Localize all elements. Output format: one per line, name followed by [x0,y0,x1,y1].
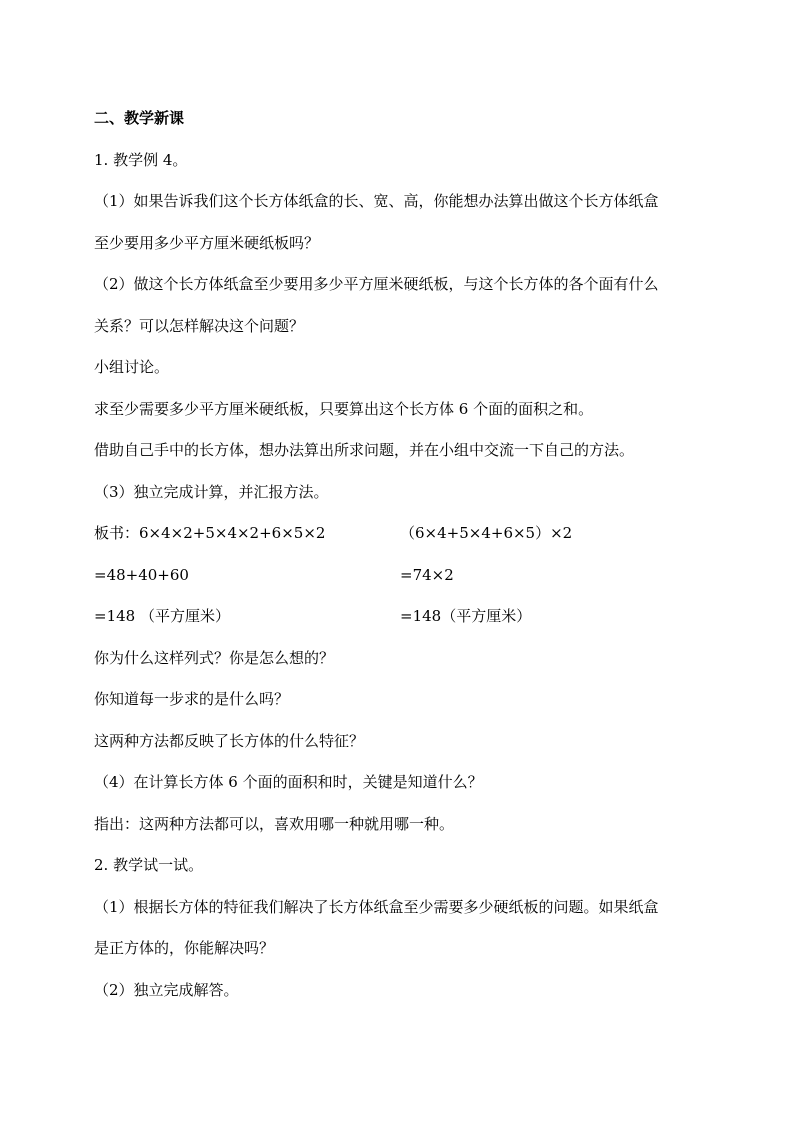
item1-q4: （4）在计算长方体 6 个面的面积和时，关键是知道什么？ [94,773,483,791]
item1-q1-line1: （1）如果告诉我们这个长方体纸盒的长、宽、高，你能想办法算出做这个长方体纸盒 [94,192,659,210]
board-right-line1: （6×4+5×4+6×5）×2 [400,524,573,542]
question-ask1: 你为什么这样列式？你是怎么想的？ [94,649,335,667]
item2-q1-line1: （1）根据长方体的特征我们解决了长方体纸盒至少需要多少硬纸板的问题。如果纸盒 [94,898,659,916]
item1-q1-line2: 至少要用多少平方厘米硬纸板吗？ [94,234,320,252]
board-left-line2: =48+40+60 [94,566,189,584]
board-left-line1: 板书：6×4×2+5×4×2+6×5×2 [94,524,326,542]
point-out: 指出：这两种方法都可以，喜欢用哪一种就用哪一种。 [94,815,455,833]
item2-title: 2. 教学试一试。 [94,856,204,874]
group-discussion: 小组讨论。 [94,358,170,376]
board-left-line3: =148 （平方厘米） [94,607,230,625]
item2-q2: （2）独立完成解答。 [94,981,239,999]
item1-q2-line2: 关系？可以怎样解决这个问题？ [94,317,305,335]
board-right-line3: =148（平方厘米） [400,607,532,625]
item1-q3: （3）独立完成计算，并汇报方法。 [94,483,329,501]
paragraph-2: 借助自己手中的长方体，想办法算出所求问题，并在小组中交流一下自己的方法。 [94,441,635,459]
item1-q2-line1: （2）做这个长方体纸盒至少要用多少平方厘米硬纸板，与这个长方体的各个面有什么 [94,275,659,293]
paragraph-1: 求至少需要多少平方厘米硬纸板，只要算出这个长方体 6 个面的面积之和。 [94,400,594,418]
question-ask2: 你知道每一步求的是什么吗？ [94,690,290,708]
question-ask3: 这两种方法都反映了长方体的什么特征？ [94,732,365,750]
board-right-line2: =74×2 [400,566,454,584]
section-title: 二、教学新课 [94,109,185,127]
item2-q1-line2: 是正方体的，你能解决吗？ [94,939,275,957]
item1-title: 1. 教学例 4。 [94,151,188,169]
